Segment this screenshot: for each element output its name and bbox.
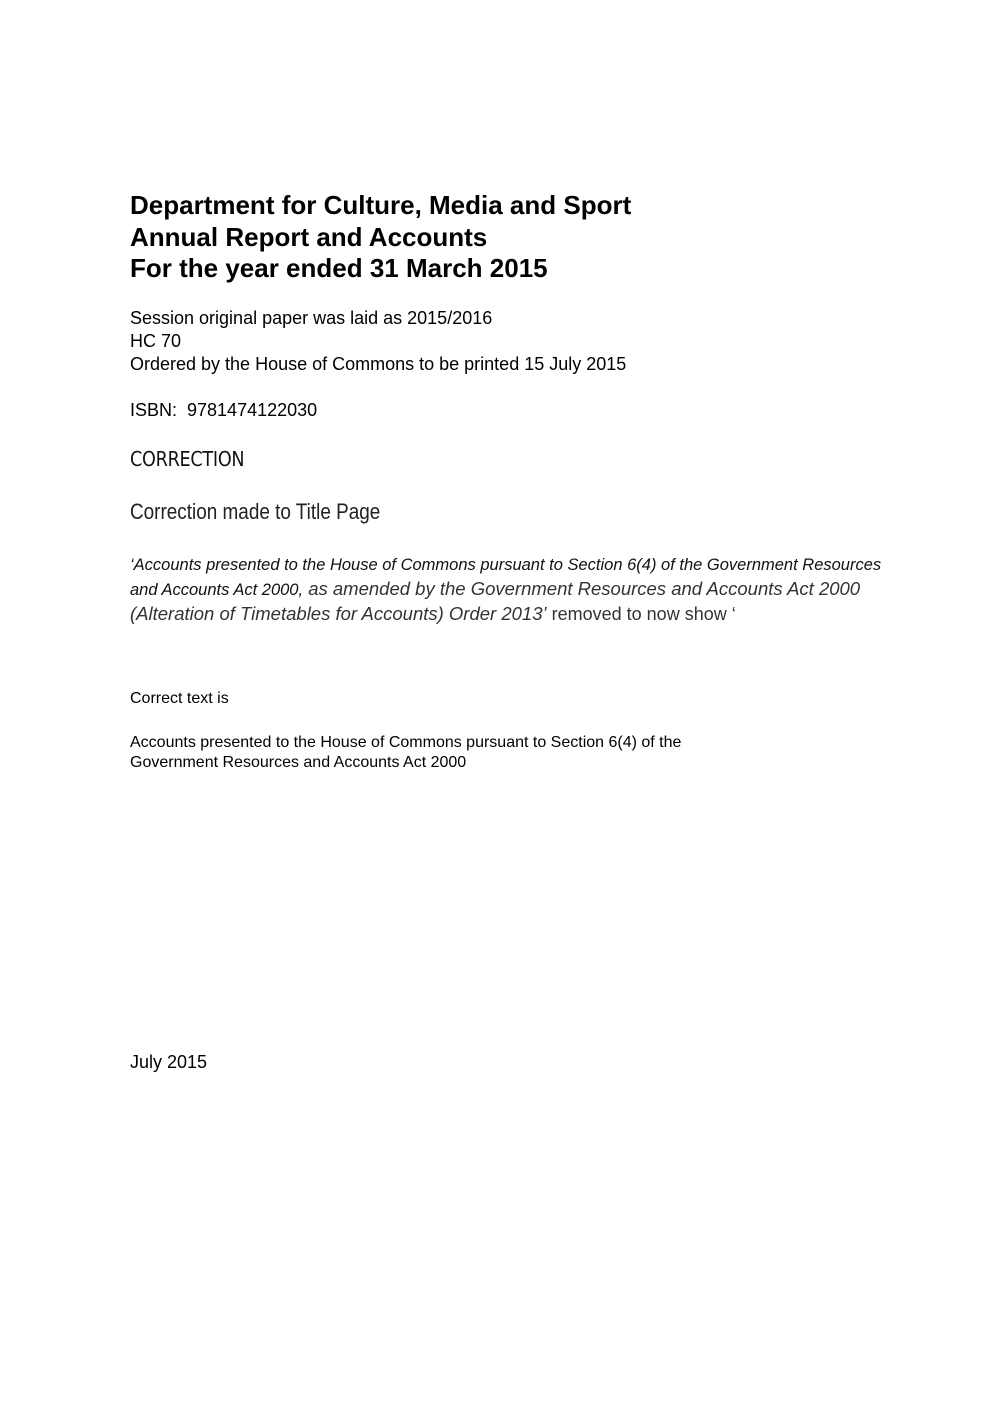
session-line: Session original paper was laid as 2015/2016 xyxy=(130,308,493,328)
title-report: Annual Report and Accounts xyxy=(130,221,488,252)
correct-text-line-2: Government Resources and Accounts Act 2000 xyxy=(130,754,467,771)
title-year: For the year ended 31 March 2015 xyxy=(130,253,548,283)
correct-text-label: Correct text is xyxy=(130,690,229,707)
isbn: ISBN: 9781474122030 xyxy=(130,400,318,420)
correction-heading: CORRECTION xyxy=(130,447,245,471)
correct-text-line-1: Accounts presented to the House of Commons pursuant to Section 6(4) of the xyxy=(130,734,682,751)
ordered-line: Ordered by the House of Commons to be printed 15 July 2015 xyxy=(130,354,627,374)
removed-text-paragraph xyxy=(130,553,890,626)
removed-text-part2: as amended by the Government Resources and Accounts Act 2000 (Alteration of Timetables for Accounts) Order 2013’ xyxy=(130,578,861,624)
hc-number: HC 70 xyxy=(130,331,182,351)
publication-meta xyxy=(130,307,626,376)
publication-date: July 2015 xyxy=(130,1052,208,1072)
correct-text-paragraph xyxy=(130,733,850,773)
removed-text-part1: ‘Accounts presented to the House of Commons pursuant to Section 6(4) of the Government Resources and Accounts Act 2000, xyxy=(130,556,882,599)
title-department: Department for Culture, Media and Sport xyxy=(130,190,632,220)
correction-subheading: Correction made to Title Page xyxy=(130,499,381,524)
document-title xyxy=(130,190,890,285)
removed-text-part3: removed to now show ‘ xyxy=(546,604,736,624)
